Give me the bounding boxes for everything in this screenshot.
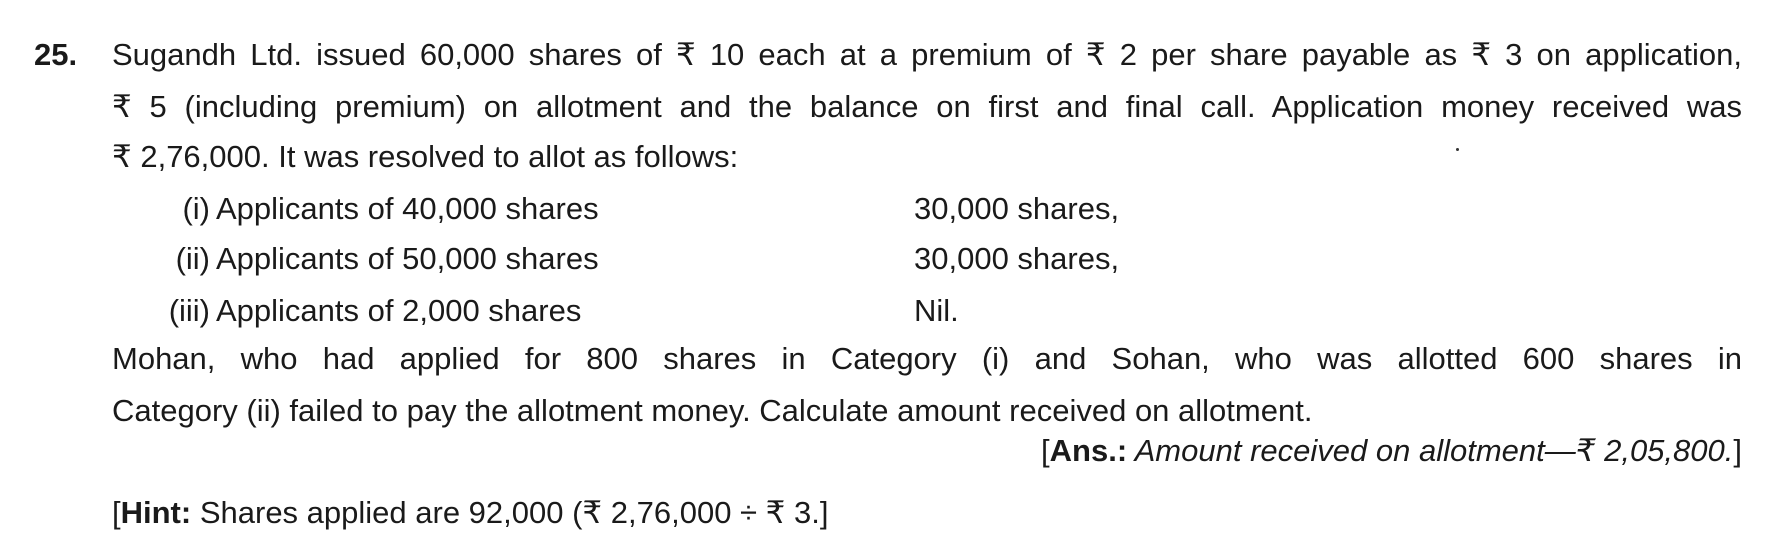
- allotment-category-3: Applicants of 2,000 shares: [216, 293, 582, 328]
- hint-label: Hint:: [120, 495, 192, 530]
- allotment-category-1: Applicants of 40,000 shares: [216, 191, 599, 226]
- question-line-3: ₹ 2,76,000. It was resolved to allot as follows:: [112, 139, 739, 174]
- question-line-7: Category (ii) failed to pay the allotment money. Calculate amount received on allotment.: [112, 393, 1313, 428]
- answer-open-bracket: [: [1041, 433, 1050, 468]
- question-line-1: Sugandh Ltd. issued 60,000 shares of ₹ 10 each at a premium of ₹ 2 per share payable as ₹ 3 on application,: [112, 37, 1742, 72]
- allotment-shares-3: Nil.: [914, 293, 959, 328]
- hint-line: [112, 494, 828, 531]
- answer-text: Amount received on allotment—₹ 2,05,800.: [1127, 433, 1734, 468]
- allotment-roman-2: (ii): [175, 241, 210, 276]
- question-number: 25.: [34, 37, 78, 72]
- hint-open-bracket: [: [112, 495, 121, 530]
- question-line-6: Mohan, who had applied for 800 shares in Category (i) and Sohan, who was allotted 600 shares in: [112, 341, 1742, 376]
- allotment-shares-1: 30,000 shares,: [914, 191, 1120, 226]
- allotment-shares-2: 30,000 shares,: [914, 241, 1120, 276]
- answer-line: [1041, 432, 1742, 469]
- allotment-roman-1: (i): [182, 191, 210, 226]
- answer-close-bracket: ]: [1733, 433, 1742, 468]
- allotment-roman-3: (iii): [168, 293, 210, 328]
- hint-text: Shares applied are 92,000 (₹ 2,76,000 ÷ ₹ 3.]: [191, 495, 829, 530]
- stray-dot: [1456, 148, 1459, 151]
- answer-label: Ans.:: [1049, 433, 1128, 468]
- allotment-category-2: Applicants of 50,000 shares: [216, 241, 599, 276]
- question-line-2: ₹ 5 (including premium) on allotment and the balance on first and final call. Application money received was: [112, 89, 1742, 124]
